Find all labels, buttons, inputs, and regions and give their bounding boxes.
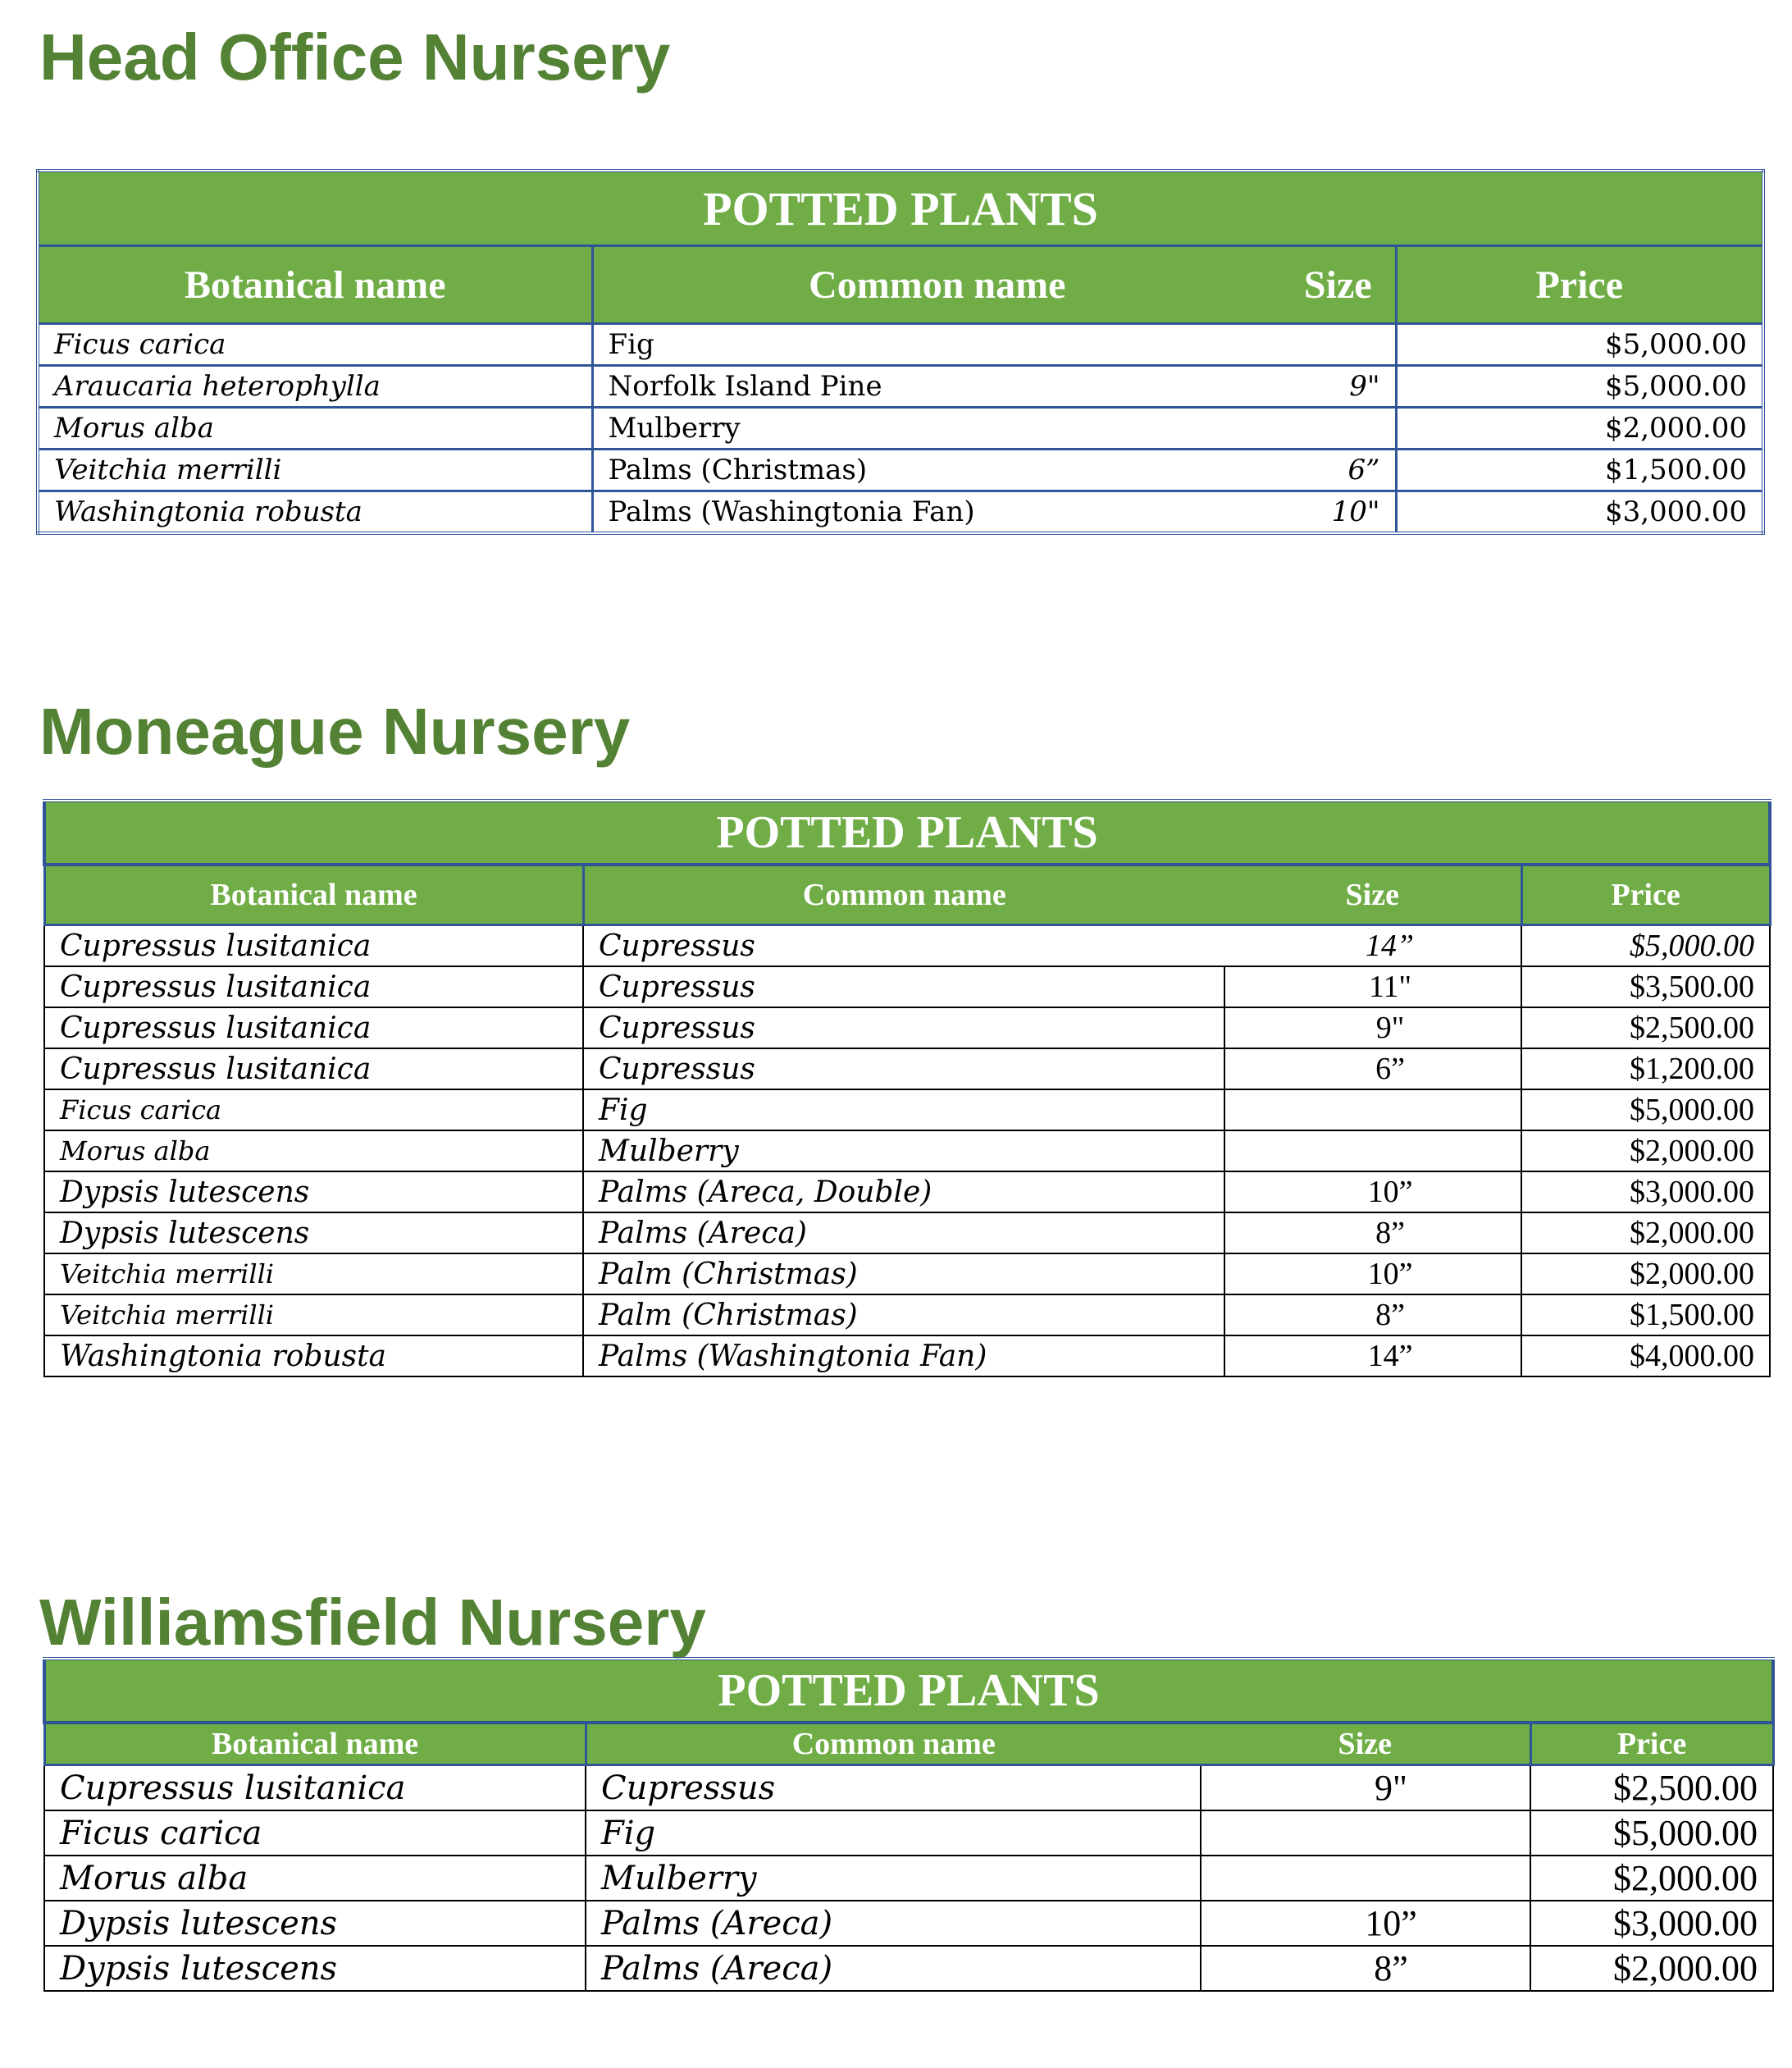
botanical-name-cell: Morus alba [38,408,592,450]
botanical-name-cell: Cupressus lusitanica [44,1765,586,1811]
common-name-cell: Palms (Washingtonia Fan) [592,491,1281,534]
botanical-name-cell: Araucaria heterophylla [38,366,592,408]
botanical-name-cell: Cupressus lusitanica [44,925,583,967]
size-cell: 9" [1281,366,1396,408]
size-cell [1224,1089,1521,1130]
common-name-cell: Palms (Washingtonia Fan) [583,1335,1224,1376]
table-row [38,408,1763,450]
potted-plants-table-head-office [36,169,1765,535]
header-common-name: Common name [583,865,1224,925]
botanical-name-cell: Cupressus lusitanica [44,966,583,1007]
header-price: Price [1521,865,1770,925]
price-cell: $2,500.00 [1521,1007,1770,1048]
botanical-name-cell: Veitchia merrilli [44,1253,583,1294]
table-banner: POTTED PLANTS [44,801,1770,865]
table-row [44,966,1770,1007]
common-name-cell: Cupressus [583,966,1224,1007]
table-row [44,1946,1773,1991]
botanical-name-cell: Ficus carica [44,1810,586,1856]
botanical-name-cell: Ficus carica [44,1089,583,1130]
size-cell: 9" [1224,1007,1521,1048]
size-cell: 8” [1224,1294,1521,1335]
size-cell [1224,1130,1521,1171]
table-row [44,1130,1770,1171]
header-botanical-name: Botanical name [44,865,583,925]
table-row [44,1335,1770,1376]
header-size: Size [1201,1723,1530,1765]
header-common-name: Common name [586,1723,1201,1765]
botanical-name-cell: Dypsis lutescens [44,1946,586,1991]
botanical-name-cell: Dypsis lutescens [44,1901,586,1946]
price-cell: $2,000.00 [1396,408,1763,450]
common-name-cell: Norfolk Island Pine [592,366,1281,408]
common-name-cell: Palm (Christmas) [583,1294,1224,1335]
size-cell: 6” [1224,1048,1521,1089]
table-row [44,1007,1770,1048]
table-row [44,1253,1770,1294]
size-cell [1281,408,1396,450]
table-banner: POTTED PLANTS [38,171,1763,246]
price-cell: $1,200.00 [1521,1048,1770,1089]
price-cell: $2,500.00 [1530,1765,1773,1811]
section-title-moneague: Moneague Nursery [39,695,631,768]
table-row [38,491,1763,534]
size-cell [1281,324,1396,366]
size-cell: 11" [1224,966,1521,1007]
size-cell: 10” [1201,1901,1530,1946]
section-title-williamsfield: Williamsfield Nursery [39,1586,706,1659]
common-name-cell: Mulberry [592,408,1281,450]
price-cell: $2,000.00 [1521,1253,1770,1294]
botanical-name-cell: Veitchia merrilli [38,450,592,491]
size-cell: 8” [1201,1946,1530,1991]
common-name-cell: Cupressus [583,925,1224,967]
size-cell: 10” [1224,1253,1521,1294]
price-cell: $2,000.00 [1530,1946,1773,1991]
potted-plants-table-moneague [43,799,1771,1377]
size-cell: 14” [1224,925,1521,967]
botanical-name-cell: Cupressus lusitanica [44,1007,583,1048]
price-cell: $3,500.00 [1521,966,1770,1007]
size-cell: 8” [1224,1212,1521,1253]
common-name-cell: Palms (Areca) [586,1901,1201,1946]
size-cell: 14” [1224,1335,1521,1376]
price-cell: $3,000.00 [1521,1171,1770,1212]
header-price: Price [1396,246,1763,324]
size-cell: 10” [1224,1171,1521,1212]
table-row [44,1048,1770,1089]
table-row [38,324,1763,366]
common-name-cell: Palms (Areca, Double) [583,1171,1224,1212]
botanical-name-cell: Washingtonia robusta [38,491,592,534]
price-cell: $1,500.00 [1521,1294,1770,1335]
price-cell: $5,000.00 [1521,1089,1770,1130]
price-cell: $4,000.00 [1521,1335,1770,1376]
botanical-name-cell: Morus alba [44,1856,586,1901]
table-row [44,1171,1770,1212]
price-cell: $2,000.00 [1521,1130,1770,1171]
size-cell [1201,1810,1530,1856]
price-cell: $5,000.00 [1396,366,1763,408]
table-row [44,1856,1773,1901]
common-name-cell: Mulberry [586,1856,1201,1901]
botanical-name-cell: Dypsis lutescens [44,1171,583,1212]
size-cell [1201,1856,1530,1901]
botanical-name-cell: Cupressus lusitanica [44,1048,583,1089]
common-name-cell: Fig [592,324,1281,366]
price-cell: $2,000.00 [1521,1212,1770,1253]
common-name-cell: Palms (Areca) [583,1212,1224,1253]
botanical-name-cell: Dypsis lutescens [44,1212,583,1253]
header-price: Price [1530,1723,1773,1765]
table-row [44,1901,1773,1946]
header-botanical-name: Botanical name [44,1723,586,1765]
price-cell: $3,000.00 [1396,491,1763,534]
price-cell: $5,000.00 [1521,925,1770,967]
price-cell: $2,000.00 [1530,1856,1773,1901]
table-row [38,366,1763,408]
common-name-cell: Fig [586,1810,1201,1856]
common-name-cell: Palm (Christmas) [583,1253,1224,1294]
table-banner: POTTED PLANTS [44,1659,1773,1723]
common-name-cell: Palms (Christmas) [592,450,1281,491]
header-botanical-name: Botanical name [38,246,592,324]
price-cell: $5,000.00 [1396,324,1763,366]
price-cell: $1,500.00 [1396,450,1763,491]
common-name-cell: Palms (Areca) [586,1946,1201,1991]
table-row [44,925,1770,967]
table-row [44,1294,1770,1335]
common-name-cell: Cupressus [586,1765,1201,1811]
common-name-cell: Mulberry [583,1130,1224,1171]
common-name-cell: Cupressus [583,1007,1224,1048]
table-row [44,1212,1770,1253]
common-name-cell: Cupressus [583,1048,1224,1089]
header-common-name: Common name [592,246,1281,324]
botanical-name-cell: Morus alba [44,1130,583,1171]
price-cell: $3,000.00 [1530,1901,1773,1946]
header-size: Size [1224,865,1521,925]
table-row [44,1089,1770,1130]
potted-plants-table-williamsfield [43,1657,1775,1992]
header-size: Size [1281,246,1396,324]
botanical-name-cell: Washingtonia robusta [44,1335,583,1376]
size-cell: 6” [1281,450,1396,491]
price-cell: $5,000.00 [1530,1810,1773,1856]
section-title-head-office: Head Office Nursery [39,21,671,94]
size-cell: 9" [1201,1765,1530,1811]
botanical-name-cell: Ficus carica [38,324,592,366]
table-row [44,1810,1773,1856]
common-name-cell: Fig [583,1089,1224,1130]
table-row [44,1765,1773,1811]
size-cell: 10" [1281,491,1396,534]
botanical-name-cell: Veitchia merrilli [44,1294,583,1335]
table-row [38,450,1763,491]
